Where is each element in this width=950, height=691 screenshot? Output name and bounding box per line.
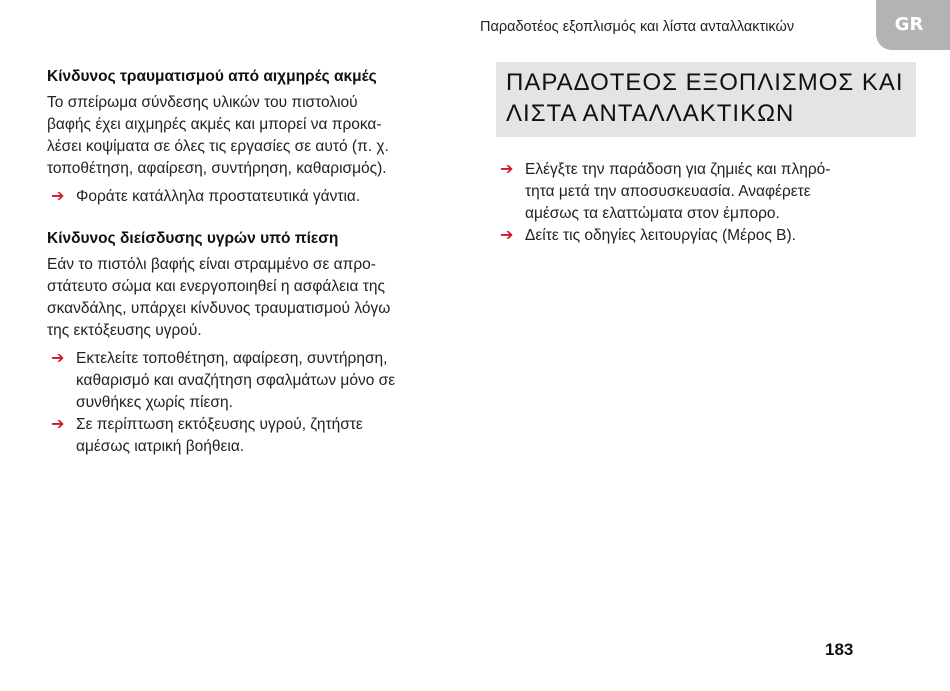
instruction-text-line: Εκτελείτε τοποθέτηση, αφαίρεση, συντήρηση,	[76, 350, 388, 367]
running-header: Παραδοτέος εξοπλισμός και λίστα ανταλλακτικών	[480, 19, 795, 35]
arrow-right-icon: ➔	[51, 350, 65, 367]
hazard-title: Κίνδυνος τραυματισμού από αιχμηρές ακμές	[47, 68, 377, 85]
instruction-item	[47, 414, 467, 458]
instruction-text-line: καθαρισμό και αναζήτηση σφαλμάτων μόνο σε	[76, 372, 396, 389]
instruction-item	[496, 159, 916, 225]
section-title	[496, 62, 916, 137]
hazard-text-line: βαφής έχει αιχμηρές ακμές και μπορεί να προκα-	[47, 116, 382, 133]
instruction-item	[496, 225, 916, 247]
hazard-section-sharp-edges	[47, 66, 467, 208]
instruction-text-line: Σε περίπτωση εκτόξευσης υγρού, ζητήστε	[76, 416, 363, 433]
language-tab: GR	[876, 0, 950, 50]
hazard-text-line: Το σπείρωμα σύνδεσης υλικών του πιστολιού	[47, 94, 358, 111]
instruction-text-line: Δείτε τις οδηγίες λειτουργίας (Μέρος B).	[525, 227, 796, 244]
right-column	[496, 62, 916, 247]
hazard-text-line: Εάν το πιστόλι βαφής είναι στραμμένο σε απρο-	[47, 256, 376, 273]
arrow-right-icon: ➔	[51, 188, 65, 205]
instruction-text-line: Φοράτε κατάλληλα προστατευτικά γάντια.	[76, 188, 361, 205]
instruction-item	[47, 186, 467, 208]
hazard-title: Κίνδυνος διείσδυσης υγρών υπό πίεση	[47, 230, 339, 247]
instruction-text-line: συνθήκες χωρίς πίεση.	[76, 394, 233, 411]
instruction-text-line: τητα μετά την αποσυσκευασία. Αναφέρετε	[525, 183, 811, 200]
instruction-item	[47, 348, 467, 414]
instruction-text-line: αμέσως ιατρική βοήθεια.	[76, 438, 245, 455]
arrow-right-icon: ➔	[51, 416, 65, 433]
instruction-text-line: Ελέγξτε την παράδοση για ζημιές και πληρό-	[525, 161, 831, 178]
hazard-text-line: της εκτόξευσης υγρού.	[47, 322, 202, 339]
hazard-section-pressure-injection	[47, 228, 467, 458]
page-number: 183	[825, 640, 854, 659]
arrow-right-icon: ➔	[500, 227, 514, 244]
hazard-text-line: τοποθέτηση, αφαίρεση, συντήρηση, καθαρισμός).	[47, 160, 387, 177]
section-title-line: ΠΑΡΑΔΟΤΕΟΣ ΕΞΟΠΛΙΣΜΟΣ ΚΑΙ	[506, 69, 904, 96]
left-column	[47, 66, 467, 458]
hazard-text-line: σκανδάλης, υπάρχει κίνδυνος τραυματισμού λόγω	[47, 300, 391, 317]
section-title-line: ΛΙΣΤΑ ΑΝΤΑΛΛΑΚΤΙΚΩΝ	[506, 100, 795, 127]
hazard-text-line: λέσει κοψίματα σε όλες τις εργασίες σε αυτό (π. χ.	[47, 138, 389, 155]
arrow-right-icon: ➔	[500, 161, 514, 178]
hazard-text-line: στάτευτο σώμα και ενεργοποιηθεί η ασφάλεια της	[47, 278, 385, 295]
instruction-text-line: αμέσως τα ελαττώματα στον έμπορο.	[525, 205, 780, 222]
